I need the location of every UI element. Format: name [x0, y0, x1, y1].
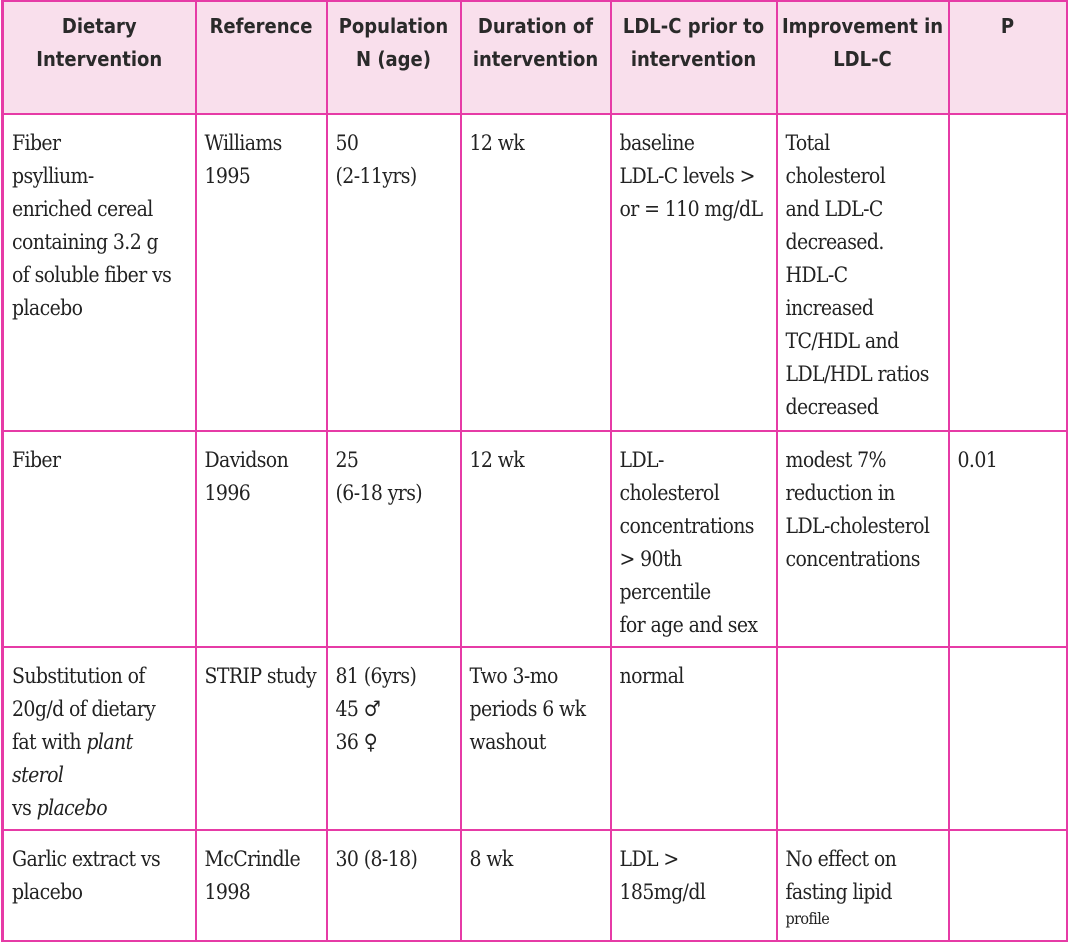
cell-duration: 8 wk [461, 830, 611, 941]
cell-p: 0.01 [949, 431, 1067, 647]
cell-intervention: Garlic extract vs placebo [3, 830, 196, 941]
cell-ldl-prior: LDL > 185mg/dl [611, 830, 777, 941]
cell-population: 81 (6yrs) 45 ♂ 36 ♀ [327, 647, 461, 830]
cell-population: 25 (6-18 yrs) [327, 431, 461, 647]
table-row [3, 114, 1067, 431]
table-row [3, 431, 1067, 647]
table-row [3, 830, 1067, 941]
header-improvement: Improvement in LDL-C [777, 1, 949, 114]
cell-p [949, 830, 1067, 941]
cell-reference: Davidson 1996 [196, 431, 327, 647]
header-row [3, 1, 1067, 114]
table-row [3, 647, 1067, 830]
cell-reference: STRIP study [196, 647, 327, 830]
header-population: Population N (age) [327, 1, 461, 114]
cell-reference: Williams 1995 [196, 114, 327, 431]
header-duration: Duration of intervention [461, 1, 611, 114]
cell-duration: 12 wk [461, 431, 611, 647]
cell-reference: McCrindle 1998 [196, 830, 327, 941]
cell-intervention: Fiber psyllium- enriched cereal containing 3.2 g of soluble fiber vs placebo [3, 114, 196, 431]
header-ldl-prior: LDL-C prior to intervention [611, 1, 777, 114]
cell-duration: 12 wk [461, 114, 611, 431]
cell-improvement: No effect on fasting lipid profile [777, 830, 949, 941]
cell-ldl-prior: LDL- cholesterol concentrations > 90th percentile for age and sex [611, 431, 777, 647]
cell-improvement [777, 647, 949, 830]
cell-improvement: Total cholesterol and LDL-C decreased. HDL-C increased TC/HDL and LDL/HDL ratios decreased [777, 114, 949, 431]
cell-population: 30 (8-18) [327, 830, 461, 941]
cell-population: 50 (2-11yrs) [327, 114, 461, 431]
cell-p [949, 114, 1067, 431]
cell-intervention: Substitution of 20g/d of dietary fat with plant sterol vs placebo [3, 647, 196, 830]
cell-intervention: Fiber [3, 431, 196, 647]
cell-duration: Two 3-mo periods 6 wk washout [461, 647, 611, 830]
cell-improvement: modest 7% reduction in LDL-cholesterol concentrations [777, 431, 949, 647]
lipid-intervention-table [1, 0, 1068, 942]
header-dietary-intervention: Dietary Intervention [3, 1, 196, 114]
cell-ldl-prior: normal [611, 647, 777, 830]
header-p: P [949, 1, 1067, 114]
header-reference: Reference [196, 1, 327, 114]
cell-p [949, 647, 1067, 830]
cell-ldl-prior: baseline LDL-C levels > or = 110 mg/dL [611, 114, 777, 431]
